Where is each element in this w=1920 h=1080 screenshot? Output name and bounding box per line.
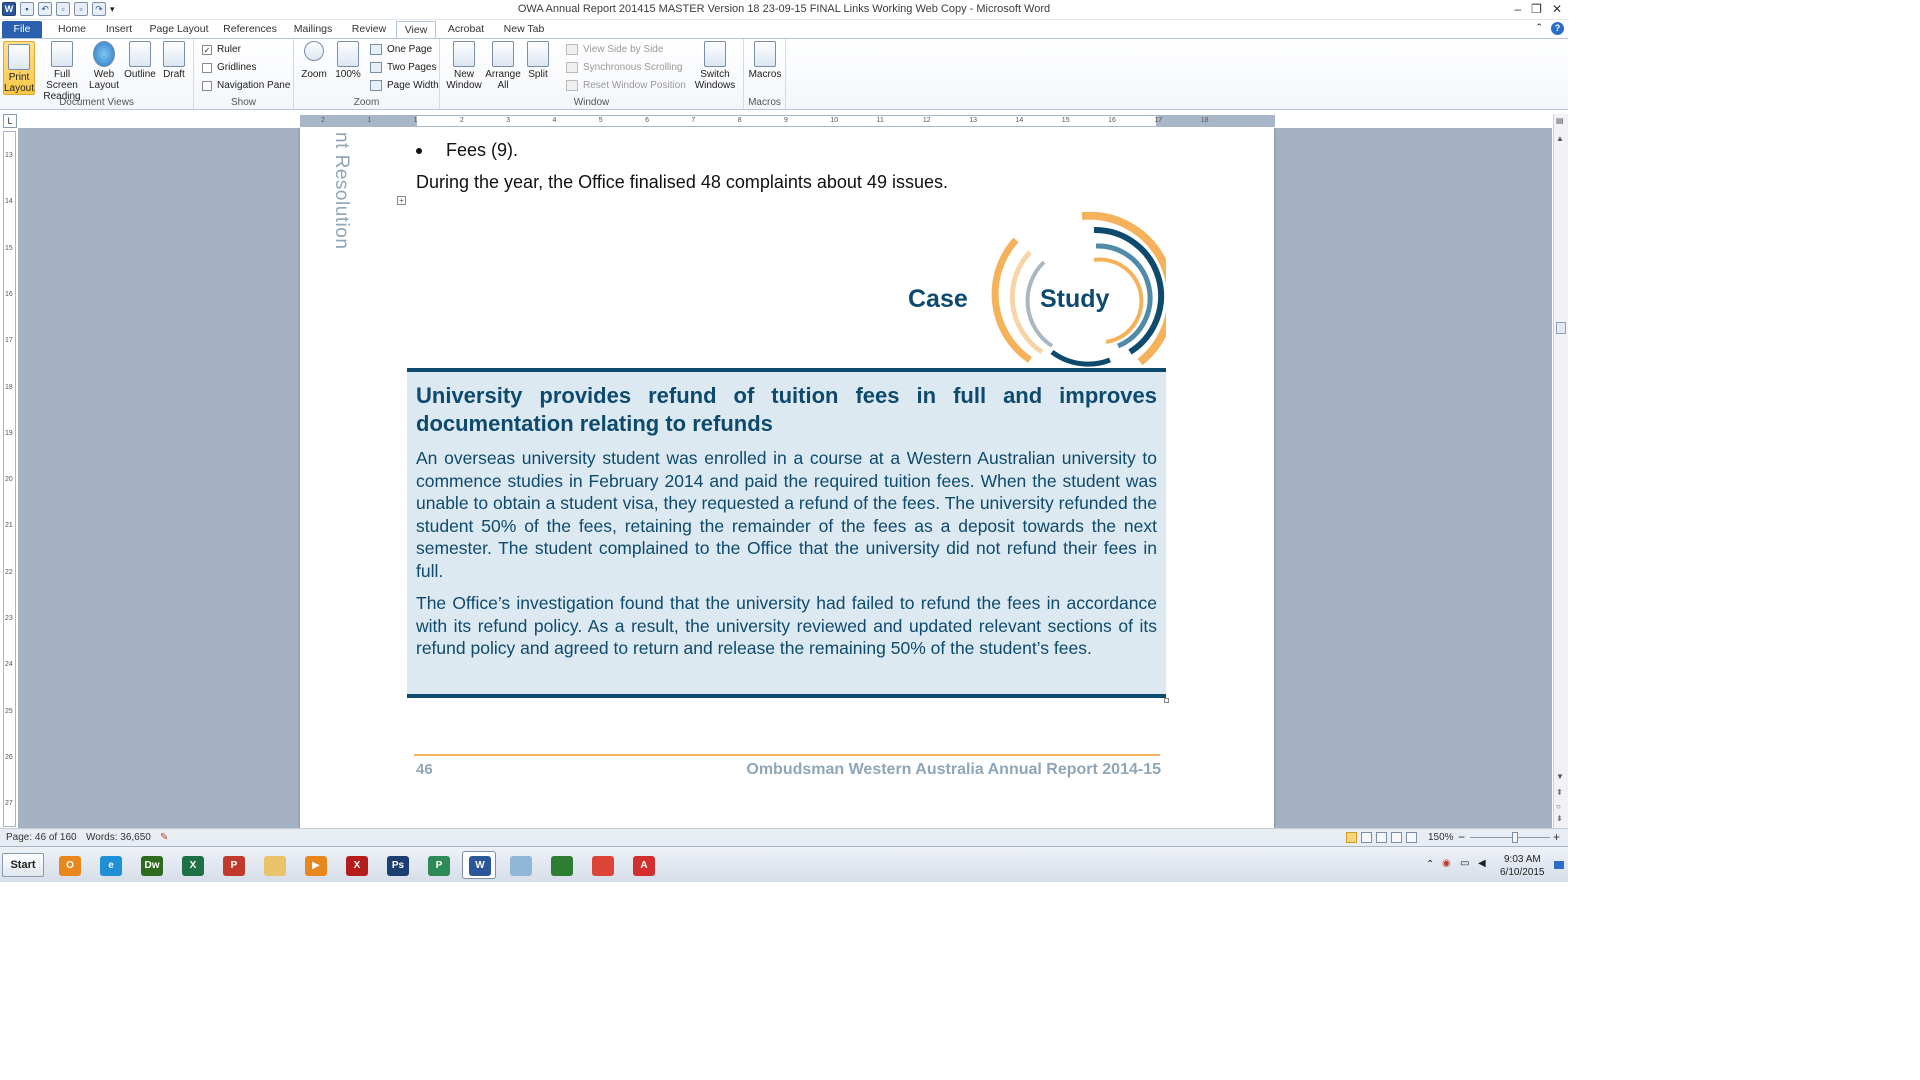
browse-object-icon[interactable]: ○ xyxy=(1556,802,1561,811)
ruler-tick-label: 13 xyxy=(969,117,977,124)
title-bar xyxy=(0,0,1568,20)
scroll-thumb[interactable] xyxy=(1556,322,1566,334)
ruler-tick-label: 16 xyxy=(1108,117,1116,124)
taskbar-button[interactable] xyxy=(93,851,127,879)
ruler-tick-label: 25 xyxy=(5,707,13,715)
ruler-tick-label: 1 xyxy=(413,117,418,124)
save-icon[interactable]: ▪ xyxy=(20,2,34,16)
ruler-tick-label: 14 xyxy=(5,198,13,206)
task-manager-icon xyxy=(551,856,573,876)
ruler-tick-label: 20 xyxy=(5,476,13,484)
one-page-button[interactable]: One Page xyxy=(370,44,432,55)
ruler-tick-label: 22 xyxy=(5,568,13,576)
zoom-100-button[interactable]: 100% xyxy=(334,41,362,80)
ruler-tick-label: 17 xyxy=(5,337,13,345)
group-label: Document Views xyxy=(59,97,134,108)
group-show xyxy=(194,39,294,109)
ruler-tick-label: 4 xyxy=(552,117,557,124)
ribbon xyxy=(0,38,1568,110)
ruler-tick-label: 16 xyxy=(5,290,13,298)
xmind-icon: X xyxy=(346,856,368,876)
ruler-right-margin xyxy=(1156,116,1274,126)
switch-windows-icon xyxy=(704,41,726,67)
draft-icon xyxy=(163,41,185,67)
switch-windows-button[interactable]: Switch Windows xyxy=(690,41,740,91)
ruler-tick-label: 8 xyxy=(737,117,742,124)
footer-page-number: 46 xyxy=(416,761,433,778)
case-study-box[interactable] xyxy=(407,368,1166,698)
ruler-tick-label: 1 xyxy=(367,117,372,124)
ruler-tick-label: 27 xyxy=(5,800,13,808)
tab-mailings[interactable]: Mailings xyxy=(293,23,333,35)
restore-icon[interactable]: ❐ xyxy=(1531,2,1542,16)
tab-references[interactable]: References xyxy=(223,23,277,35)
chrome-icon xyxy=(592,856,614,876)
page-width-button[interactable]: Page Width xyxy=(370,80,439,91)
print-icon[interactable]: ▫ xyxy=(74,2,88,16)
outline-icon xyxy=(129,41,151,67)
bullet-item[interactable]: Fees (9). xyxy=(416,140,518,161)
taskbar-button[interactable] xyxy=(257,851,291,879)
taskbar-button[interactable] xyxy=(134,851,168,879)
ruler-tick-label: 24 xyxy=(5,661,13,669)
page-width-icon xyxy=(370,80,382,91)
ruler-tick-label: 14 xyxy=(1015,117,1024,124)
word-app-icon[interactable]: W xyxy=(2,2,16,16)
zoom-slider-thumb[interactable] xyxy=(1512,832,1518,843)
body-paragraph[interactable]: During the year, the Office finalised 48 complaints about 49 issues. xyxy=(416,172,948,192)
taskbar-button[interactable] xyxy=(216,851,250,879)
close-icon[interactable]: ✕ xyxy=(1551,2,1562,16)
ruler-tick-label: 2 xyxy=(459,117,464,124)
ruler-checkbox[interactable]: ✓ Ruler xyxy=(203,44,241,55)
group-macros xyxy=(744,39,786,109)
network-icon[interactable]: ◉ xyxy=(1442,858,1451,869)
ruler-toggle-icon[interactable]: ▤ xyxy=(1556,116,1564,125)
publisher-icon: P xyxy=(223,856,245,876)
view-side-by-side-button[interactable]: View Side by Side xyxy=(566,44,663,55)
web-layout-icon xyxy=(93,41,115,67)
outline-button[interactable]: Outline xyxy=(122,41,158,80)
page-100-icon xyxy=(337,41,359,67)
document-area xyxy=(18,128,1552,828)
tab-new-tab[interactable]: New Tab xyxy=(503,23,545,35)
case-study-word-case: Case xyxy=(908,285,968,313)
side-heading: nt Resolution xyxy=(331,132,352,250)
action-center-icon[interactable]: ▭ xyxy=(1460,858,1470,869)
taskbar-button[interactable] xyxy=(626,851,660,879)
zoom-button[interactable]: Zoom xyxy=(300,41,328,80)
tab-selector[interactable]: L xyxy=(3,114,17,128)
tab-home[interactable]: Home xyxy=(57,23,86,35)
system-tray xyxy=(1424,851,1568,879)
ruler-tick-label: 6 xyxy=(645,117,649,124)
taskbar xyxy=(0,846,1568,882)
customize-qat-icon[interactable]: ▾ xyxy=(110,3,115,14)
print-layout-view-icon[interactable] xyxy=(1346,832,1357,843)
ruler-tick-label: 23 xyxy=(5,615,13,622)
group-window xyxy=(440,39,744,109)
tab-acrobat[interactable]: Acrobat xyxy=(447,23,485,35)
two-pages-button[interactable]: Two Pages xyxy=(370,62,436,73)
split-icon xyxy=(527,41,549,67)
zoom-level[interactable]: 150% xyxy=(1428,832,1454,843)
taskbar-button[interactable] xyxy=(421,851,455,879)
help-icon[interactable]: ? xyxy=(1551,22,1564,35)
reset-position-icon xyxy=(566,80,578,91)
previous-page-icon[interactable]: ⇞ xyxy=(1556,788,1563,797)
tab-page-layout[interactable]: Page Layout xyxy=(149,23,209,35)
ruler-tick-label: 19 xyxy=(5,429,13,437)
new-window-button[interactable]: New Window xyxy=(444,41,484,91)
ruler-tick-label: 21 xyxy=(5,522,13,530)
ruler-tick-label: 12 xyxy=(922,117,931,124)
group-zoom xyxy=(294,39,440,109)
checkbox-icon xyxy=(202,81,212,91)
undo-icon[interactable]: ↶ xyxy=(38,2,52,16)
arrange-all-button[interactable]: Arrange All xyxy=(484,41,522,91)
ruler-tick-label: 26 xyxy=(5,753,13,761)
minimize-ribbon-icon[interactable]: ⌃ xyxy=(1535,22,1543,32)
ruler-tick-label: 18 xyxy=(5,383,13,391)
group-label: Zoom xyxy=(353,97,380,108)
taskbar-button[interactable] xyxy=(52,851,86,879)
next-page-icon[interactable]: ⇟ xyxy=(1556,814,1563,823)
split-button[interactable]: Split xyxy=(524,41,552,80)
zoom-out-icon[interactable]: − xyxy=(1458,830,1466,844)
media-player-icon: ▶ xyxy=(305,856,327,876)
case-study-title: University provides refund of tuition fees in full and improves documentation relating to refunds xyxy=(416,383,1157,436)
checkbox-checked-icon: ✓ xyxy=(203,45,211,55)
table-move-handle-icon[interactable]: + xyxy=(397,196,406,205)
zoom-slider[interactable] xyxy=(1470,837,1550,838)
taskbar-button[interactable] xyxy=(544,851,578,879)
scroll-up-icon[interactable]: ▲ xyxy=(1556,134,1564,143)
folder-icon xyxy=(264,856,286,876)
ribbon-tabs xyxy=(0,20,1568,38)
gridlines-checkbox[interactable]: Gridlines xyxy=(202,62,256,73)
print-preview-icon[interactable]: ▫ xyxy=(56,2,70,16)
case-study-paragraph: The Office’s investigation found that the university had failed to refund the fees in accordance with its refund policy. As a result, the university reviewed and updated relevant sections of its refund policy and agreed to return and release the remaining 50% of the student’s fees. xyxy=(416,593,1157,658)
word-icon: W xyxy=(469,856,491,876)
macros-icon xyxy=(754,41,776,67)
group-label: Window xyxy=(573,97,610,108)
group-label: Show xyxy=(230,97,256,108)
one-page-icon xyxy=(370,44,382,55)
magnifier-icon xyxy=(304,41,324,61)
publisher-green-icon: P xyxy=(428,856,450,876)
ruler-tick-label: 17 xyxy=(1154,117,1163,124)
page[interactable] xyxy=(300,128,1274,828)
proofing-icon[interactable]: ✎ xyxy=(160,832,169,843)
view-shortcuts xyxy=(1346,832,1417,843)
footer-rule xyxy=(414,754,1160,756)
resize-handle[interactable] xyxy=(1164,698,1169,703)
horizontal-ruler[interactable] xyxy=(300,115,1275,127)
group-document-views xyxy=(0,39,194,109)
taskbar-button[interactable] xyxy=(175,851,209,879)
bullet-icon xyxy=(416,148,422,154)
print-layout-icon xyxy=(8,44,30,70)
print-layout-button[interactable]: Print Layout xyxy=(3,41,35,95)
tab-insert[interactable]: Insert xyxy=(105,23,133,35)
tab-view[interactable]: View xyxy=(396,21,436,39)
vertical-scrollbar[interactable] xyxy=(1553,114,1568,828)
status-bar xyxy=(0,828,1568,846)
ruler-tick-label: 15 xyxy=(1061,117,1070,124)
zoom-in-icon[interactable]: + xyxy=(1553,830,1561,844)
window-title: OWA Annual Report 201415 MASTER Version 18 23-09-15 FINAL Links Working Web Copy - Microsoft Word xyxy=(517,3,1051,15)
outlook-icon: O xyxy=(59,856,81,876)
footer-title: Ombudsman Western Australia Annual Report 2014-15 xyxy=(746,761,1161,778)
web-layout-view-icon[interactable] xyxy=(1376,832,1387,843)
reset-window-position-button[interactable]: Reset Window Position xyxy=(566,80,686,91)
case-study-paragraph: An overseas university student was enrolled in a course at a Western Australian university to commence studies in February 2014 and paid the required tuition fees. When the student was unable to obtain a student visa, they requested a refund of the fees. The university refunded the student 50% of the fees, retaining the remainder of the fees as a deposit towards the next semester. The student complained to the Office that the university did not refund their fees in full. xyxy=(416,448,1157,581)
scroll-down-icon[interactable]: ▼ xyxy=(1556,772,1564,781)
tab-file[interactable]: File xyxy=(2,21,42,39)
clock-time[interactable]: 9:03 AM xyxy=(1504,854,1541,865)
dreamweaver-icon: Dw xyxy=(141,856,163,876)
web-layout-button[interactable]: Web Layout xyxy=(88,41,120,91)
side-by-side-icon xyxy=(566,44,578,55)
new-window-icon xyxy=(453,41,475,67)
volume-icon[interactable]: ◀ xyxy=(1478,858,1486,869)
sync-scroll-icon xyxy=(566,62,578,73)
ruler-tick-label: 11 xyxy=(876,117,884,124)
two-pages-icon xyxy=(370,62,382,73)
ruler-tick-label: 3 xyxy=(506,117,511,124)
photoshop-icon: Ps xyxy=(387,856,409,876)
ruler-tick-label: 13 xyxy=(5,152,13,159)
full-screen-reading-button[interactable]: Full Screen Reading xyxy=(38,41,86,102)
ruler-tick-label: 2 xyxy=(321,117,325,124)
minimize-icon[interactable]: – xyxy=(1514,2,1522,16)
ruler-tick-label: 5 xyxy=(598,117,603,124)
notepad-icon xyxy=(510,856,532,876)
excel-icon: X xyxy=(182,856,204,876)
ruler-tick-label: 7 xyxy=(691,117,696,124)
draft-button[interactable]: Draft xyxy=(160,41,188,80)
navigation-pane-checkbox[interactable]: Navigation Pane xyxy=(202,80,290,91)
clock-date[interactable]: 6/10/2015 xyxy=(1500,867,1545,878)
word-count[interactable]: Words: 36,650 xyxy=(86,832,151,843)
taskbar-button[interactable] xyxy=(585,851,619,879)
ruler-left-margin xyxy=(301,116,417,126)
start-button[interactable]: Start xyxy=(2,853,44,877)
taskbar-button[interactable] xyxy=(298,851,332,879)
case-study-word-study: Study xyxy=(1040,285,1110,313)
checkbox-icon xyxy=(202,63,212,73)
redo-icon[interactable]: ↷ xyxy=(92,2,106,16)
taskbar-button[interactable] xyxy=(380,851,414,879)
group-label: Macros xyxy=(748,97,781,108)
ruler-tick-label: 18 xyxy=(1200,117,1209,124)
full-screen-view-icon[interactable] xyxy=(1361,832,1372,843)
internet-explorer-icon: e xyxy=(100,856,122,876)
full-screen-reading-icon xyxy=(51,41,73,67)
ruler-tick-label: 9 xyxy=(784,117,788,124)
outline-view-icon[interactable] xyxy=(1391,832,1402,843)
ruler-tick-label: 15 xyxy=(5,244,13,252)
draft-view-icon[interactable] xyxy=(1406,832,1417,843)
synchronous-scrolling-button[interactable]: Synchronous Scrolling xyxy=(566,62,683,73)
acrobat-icon: A xyxy=(633,856,655,876)
vertical-ruler[interactable] xyxy=(3,131,16,827)
taskbar-button[interactable] xyxy=(503,851,537,879)
arrange-all-icon xyxy=(492,41,514,67)
taskbar-button[interactable] xyxy=(339,851,373,879)
taskbar-button[interactable] xyxy=(462,851,496,879)
show-hidden-icons-icon[interactable]: ⌃ xyxy=(1426,859,1435,870)
tab-review[interactable]: Review xyxy=(351,23,387,35)
page-count[interactable]: Page: 46 of 160 xyxy=(6,832,77,843)
show-desktop-icon[interactable] xyxy=(1554,861,1564,869)
macros-button[interactable]: Macros xyxy=(748,41,782,80)
ruler-tick-label: 10 xyxy=(830,117,839,124)
